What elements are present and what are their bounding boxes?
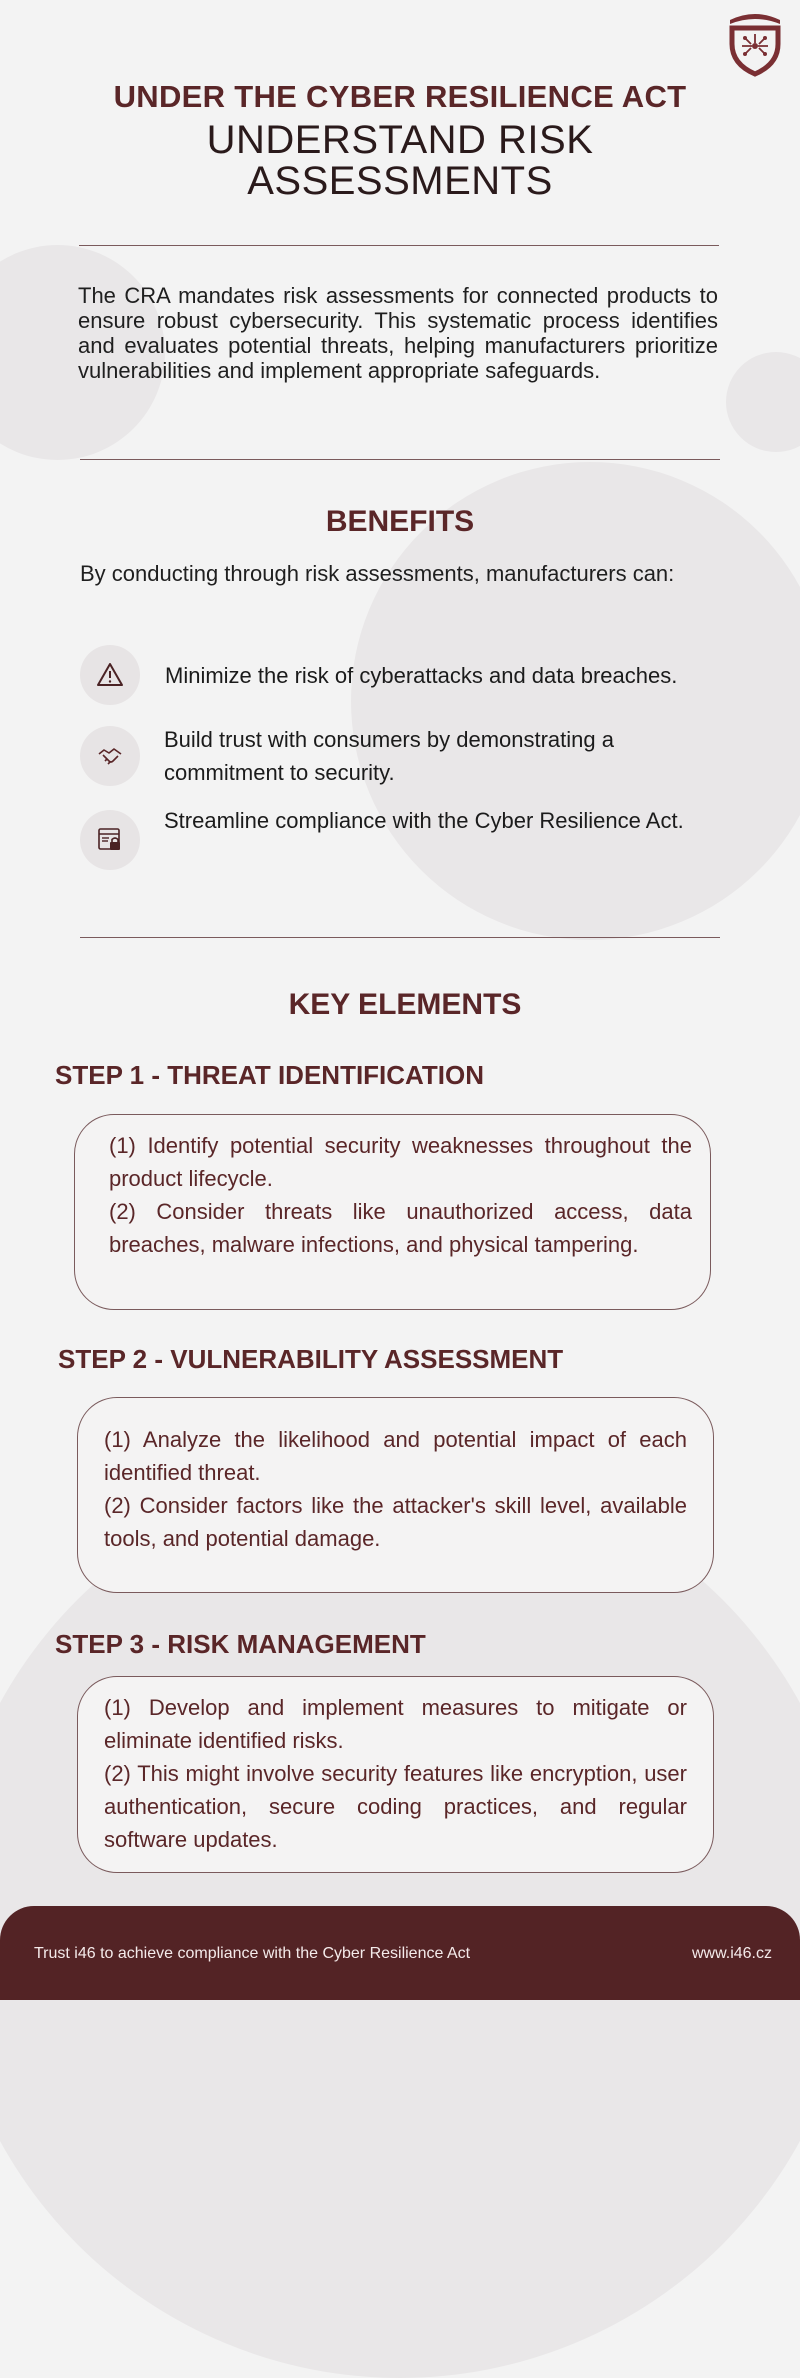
divider bbox=[80, 459, 720, 460]
footer-link[interactable]: www.i46.cz bbox=[691, 1945, 772, 1962]
benefit-item-text: Streamline compliance with the Cyber Resilience Act. bbox=[164, 808, 684, 833]
step-2-box bbox=[77, 1397, 714, 1593]
decorative-circle bbox=[726, 352, 800, 452]
benefit-item-text: Build trust with consumers by demonstrating a commitment to security. bbox=[164, 727, 614, 785]
shield-circuit-icon bbox=[724, 14, 786, 78]
benefits-heading: BENEFITS bbox=[325, 505, 475, 538]
step-3-point-2: (2) This might involve security features like encryption, user authentication, secure coding practices, and regular software updates. bbox=[104, 1761, 687, 1852]
intro-paragraph: The CRA mandates risk assessments for connected products to ensure robust cybersecurity. This systematic process identifies and evaluates potential threats, helping manufacturers prioritize vulnerabilities and implement appropriate safeguards. bbox=[78, 283, 718, 383]
footer-text: Trust i46 to achieve compliance with the Cyber Resilience Act bbox=[34, 1945, 471, 1962]
handshake-icon bbox=[80, 726, 140, 786]
step-1-box bbox=[74, 1114, 711, 1310]
benefit-item-text: Minimize the risk of cyberattacks and data breaches. bbox=[165, 663, 678, 688]
step-1-heading: STEP 1 - THREAT IDENTIFICATION bbox=[55, 1060, 485, 1090]
footer bbox=[0, 1906, 800, 2000]
divider bbox=[80, 937, 720, 938]
step-3-heading: STEP 3 - RISK MANAGEMENT bbox=[55, 1629, 426, 1659]
step-1-point-2: (2) Consider threats like unauthorized access, data breaches, malware infections, and physical tampering. bbox=[109, 1199, 692, 1257]
benefits-intro: By conducting through risk assessments, manufacturers can: bbox=[80, 561, 675, 586]
warning-triangle-icon bbox=[80, 645, 140, 705]
key-elements-heading: KEY ELEMENTS bbox=[288, 988, 522, 1021]
step-2-point-1: (1) Analyze the likelihood and potential impact of each identified threat. bbox=[104, 1427, 687, 1485]
step-2-heading: STEP 2 - VULNERABILITY ASSESSMENT bbox=[58, 1344, 564, 1374]
step-3-box bbox=[77, 1676, 714, 1873]
step-1-point-1: (1) Identify potential security weaknesses throughout the product lifecycle. bbox=[109, 1133, 692, 1191]
step-3-point-1: (1) Develop and implement measures to mitigate or eliminate identified risks. bbox=[104, 1695, 687, 1753]
page-title: UNDERSTAND RISK ASSESSMENTS bbox=[206, 118, 594, 203]
divider bbox=[79, 245, 719, 246]
page-kicker: UNDER THE CYBER RESILIENCE ACT bbox=[113, 79, 687, 114]
secure-document-icon bbox=[80, 810, 140, 870]
step-2-point-2: (2) Consider factors like the attacker's skill level, available tools, and potential damage. bbox=[104, 1493, 687, 1551]
